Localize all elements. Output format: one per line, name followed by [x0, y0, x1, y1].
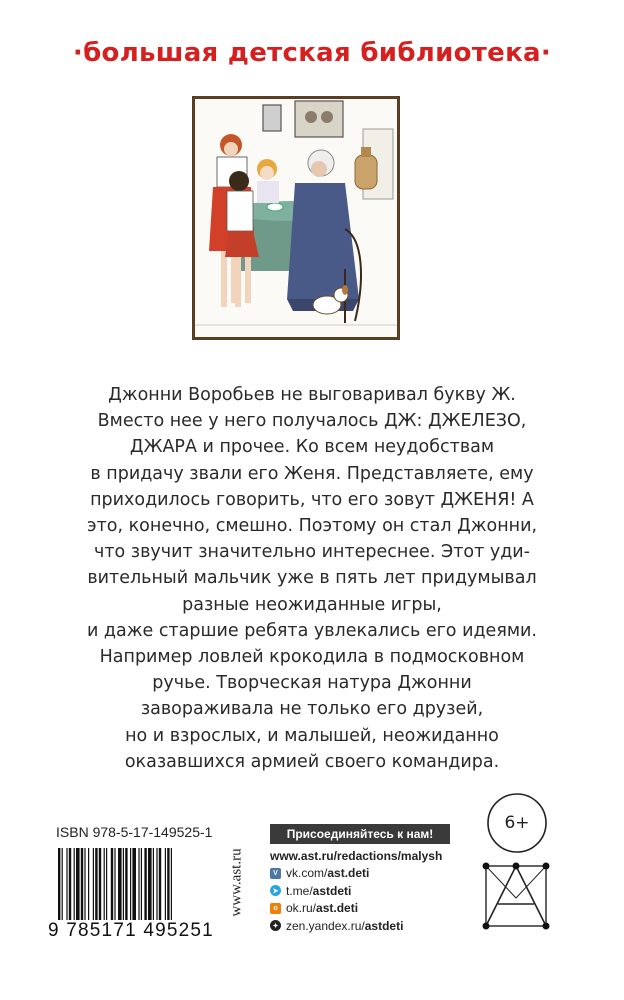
blurb-line: оказавшихся армией своего командира.	[124, 751, 500, 772]
blurb-line: Джонни Воробьев не выговаривал букву Ж.	[108, 385, 516, 405]
blurb-line: приходилось говорить, что его зовут ДЖЕНЯ! А	[90, 489, 534, 510]
cover-illustration	[192, 96, 400, 340]
ok-link-handle: ast.deti	[316, 901, 359, 916]
barcode-digits: 9 785171 495251	[46, 920, 218, 942]
isbn-label: ISBN 978-5-17-149525-1	[56, 824, 213, 840]
blurb-line: завораживала не только его друзей,	[140, 699, 484, 720]
ok-link-prefix: ok.ru/	[286, 901, 317, 916]
vk-link-handle: ast.deti	[327, 866, 370, 881]
blurb-line: разные неожиданные игры,	[182, 594, 442, 615]
vk-link[interactable]	[270, 865, 490, 883]
telegram-icon: ➤	[270, 885, 281, 896]
ok-link[interactable]	[270, 900, 490, 918]
zen-link-handle: astdeti	[364, 918, 404, 933]
blurb-line: в придачу звали его Женя. Представляете, ему	[90, 463, 534, 484]
blurb-line: и даже старшие ребята увлекались его идеями.	[86, 620, 537, 641]
odnoklassniki-icon: o	[270, 903, 281, 914]
zen-icon: ✦	[270, 920, 281, 931]
publisher-logo	[478, 858, 554, 930]
vk-icon: V	[270, 868, 281, 879]
blurb-line: ручье. Творческая натура Джонни	[152, 673, 472, 694]
telegram-link-handle: astdeti	[312, 883, 352, 898]
blurb-line: ДЖАРА и прочее. Ко всем неудобствам	[129, 437, 495, 458]
telegram-link-prefix: t.me/	[286, 883, 313, 898]
blurb-line: это, конечно, смешно. Поэтому он стал Джонни,	[86, 516, 538, 537]
blurb-line: Вместо нее у него получалось ДЖ: ДЖЕЛЕЗО,	[97, 411, 527, 432]
zen-link[interactable]	[270, 917, 490, 935]
site-link[interactable]	[270, 847, 490, 865]
telegram-link[interactable]	[270, 882, 490, 900]
social-links	[270, 847, 490, 935]
website-vertical-text: www.ast.ru	[228, 847, 245, 917]
join-banner: Присоединяйтесь к нам!	[270, 824, 450, 844]
zen-link-prefix: zen.yandex.ru/	[286, 918, 365, 933]
blurb-line: но и взрослых, и малышей, неожиданно	[125, 725, 499, 746]
series-title: ·большая детская библиотека·	[72, 38, 552, 68]
blurb-line: Например ловлей крокодила в подмосковном	[99, 647, 525, 668]
website-vertical[interactable]	[224, 820, 250, 944]
vk-link-prefix: vk.com/	[286, 866, 328, 881]
blurb-line: что звучит значительно интереснее. Этот уди-	[94, 542, 530, 563]
age-rating-text: 6+	[504, 813, 530, 833]
age-rating-badge	[486, 792, 548, 854]
blurb-text	[70, 382, 554, 775]
blurb-line: вительный мальчик уже в пять лет придумывал	[87, 568, 537, 589]
site-link-text: www.ast.ru/redactions/malysh	[270, 848, 443, 863]
